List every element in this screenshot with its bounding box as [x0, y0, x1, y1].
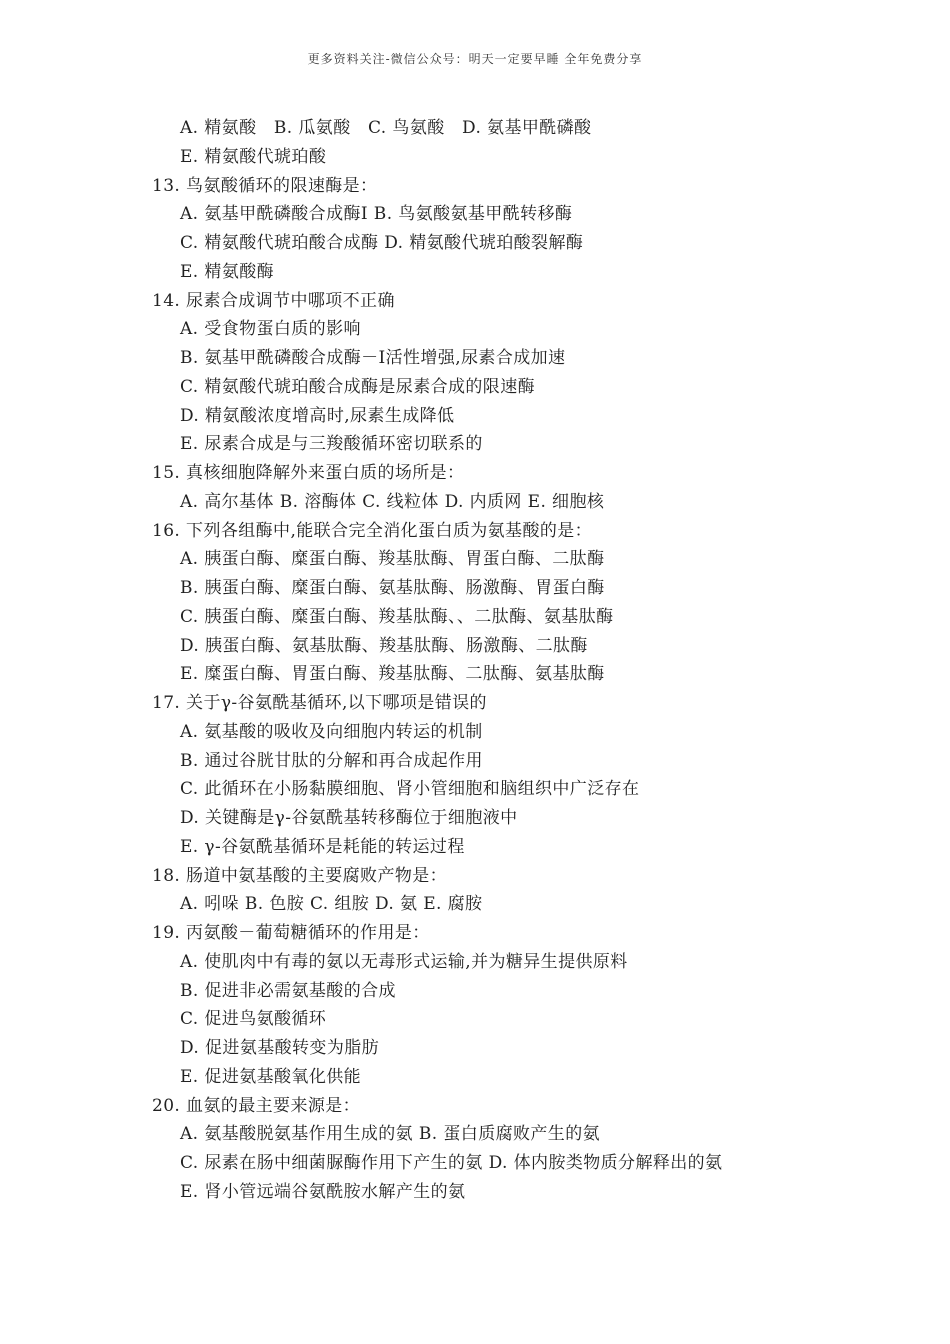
answer-option: E. 糜蛋白酶、胃蛋白酶、羧基肽酶、二肽酶、氨基肽酶: [180, 664, 605, 685]
answer-option: D. 胰蛋白酶、氨基肽酶、羧基肽酶、肠激酶、二肽酶: [180, 635, 588, 656]
answer-option: E. 促进氨基酸氧化供能: [180, 1066, 362, 1087]
answer-option: C. 精氨酸代琥珀酸合成酶是尿素合成的限速酶: [180, 376, 536, 397]
answer-option: E. 精氨酸酶: [180, 261, 275, 282]
answer-option: D. 精氨酸浓度增高时,尿素生成降低: [180, 405, 455, 426]
answer-option: A. 精氨酸 B. 瓜氨酸 C. 鸟氨酸 D. 氨基甲酰磷酸: [180, 118, 592, 138]
answer-option: A. 受食物蛋白质的影响: [180, 319, 361, 340]
answer-option: A. 胰蛋白酶、糜蛋白酶、羧基肽酶、胃蛋白酶、二肽酶: [180, 549, 605, 570]
answer-option: E. γ-谷氨酰基循环是耗能的转运过程: [180, 836, 465, 857]
answer-option: B. 通过谷胱甘肽的分解和再合成起作用: [180, 750, 483, 771]
answer-option: A. 氨基甲酰磷酸合成酶Ⅰ B. 鸟氨酸氨基甲酰转移酶: [180, 204, 573, 225]
answer-option: C. 此循环在小肠黏膜细胞、肾小管细胞和脑组织中广泛存在: [180, 779, 640, 800]
answer-option: C. 促进鸟氨酸循环: [180, 1009, 327, 1030]
answer-option: B. 促进非必需氨基酸的合成: [180, 980, 396, 1001]
page-header: 更多资料关注-微信公众号：明天一定要早睡 全年免费分享: [307, 52, 643, 66]
answer-option: C. 精氨酸代琥珀酸合成酶 D. 精氨酸代琥珀酸裂解酶: [180, 233, 584, 253]
answer-option: A. 吲哚 B. 色胺 C. 组胺 D. 氨 E. 腐胺: [180, 894, 483, 915]
question-stem: 20. 血氨的最主要来源是：: [152, 1095, 361, 1116]
question-content: [152, 114, 852, 1207]
answer-option: D. 促进氨基酸转变为脂肪: [180, 1038, 380, 1058]
answer-option: B. 氨基甲酰磷酸合成酶－Ⅰ活性增强,尿素合成加速: [180, 348, 566, 368]
answer-option: D. 关键酶是γ-谷氨酰基转移酶位于细胞液中: [180, 808, 518, 828]
answer-option: E. 精氨酸代琥珀酸: [180, 146, 327, 167]
answer-option: E. 肾小管远端谷氨酰胺水解产生的氨: [180, 1181, 466, 1202]
question-stem: 14. 尿素合成调节中哪项不正确: [152, 290, 395, 311]
answer-option: A. 高尔基体 B. 溶酶体 C. 线粒体 D. 内质网 E. 细胞核: [180, 491, 605, 512]
answer-option: A. 氨基酸的吸收及向细胞内转运的机制: [180, 721, 483, 742]
answer-option: E. 尿素合成是与三羧酸循环密切联系的: [180, 434, 483, 455]
question-stem: 17. 关于γ-谷氨酰基循环,以下哪项是错误的: [152, 693, 487, 713]
answer-option: A. 使肌肉中有毒的氨以无毒形式运输,并为糖异生提供原料: [180, 951, 628, 972]
question-stem: 15. 真核细胞降解外来蛋白质的场所是：: [152, 463, 465, 483]
answer-option: B. 胰蛋白酶、糜蛋白酶、氨基肽酶、肠激酶、胃蛋白酶: [180, 578, 605, 598]
question-stem: 13. 鸟氨酸循环的限速酶是：: [152, 175, 378, 196]
answer-option: A. 氨基酸脱氨基作用生成的氨 B. 蛋白质腐败产生的氨: [180, 1124, 600, 1145]
question-stem: 19. 丙氨酸－葡萄糖循环的作用是：: [152, 923, 430, 943]
question-stem: 16. 下列各组酶中,能联合完全消化蛋白质为氨基酸的是：: [152, 520, 593, 541]
question-stem: 18. 肠道中氨基酸的主要腐败产物是：: [152, 865, 448, 886]
answer-option: C. 尿素在肠中细菌脲酶作用下产生的氨 D. 体内胺类物质分解释出的氨: [180, 1153, 723, 1173]
answer-option: C. 胰蛋白酶、糜蛋白酶、羧基肽酶、、二肽酶、氨基肽酶: [180, 606, 614, 627]
